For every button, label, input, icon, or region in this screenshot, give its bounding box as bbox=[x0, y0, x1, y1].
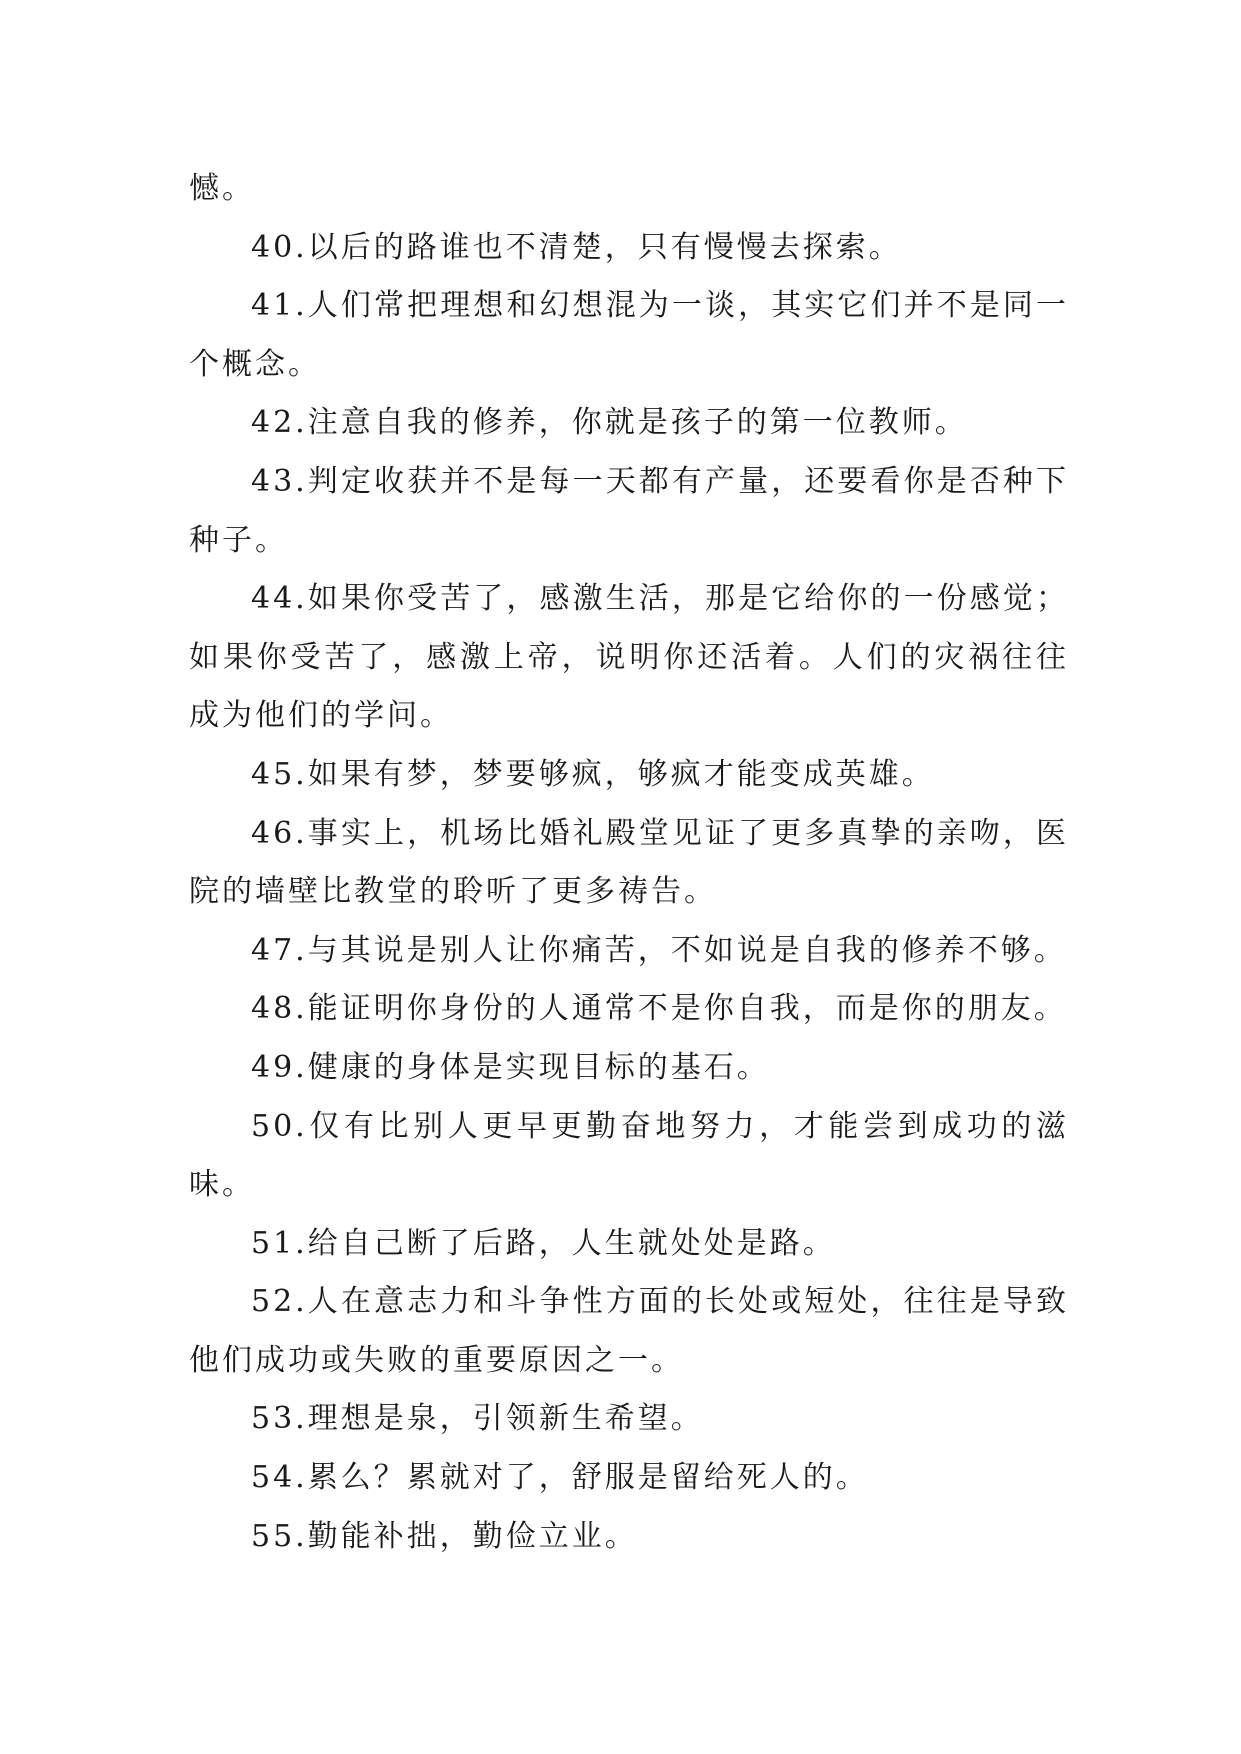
paragraph-46: 46.事实上，机场比婚礼殿堂见证了更多真挚的亲吻，医院的墙壁比教堂的聆听了更多祷告。 bbox=[189, 815, 1069, 910]
paragraph-50: 50.仅有比别人更早更勤奋地努力，才能尝到成功的滋味。 bbox=[189, 1108, 1069, 1203]
paragraph-52: 52.人在意志力和斗争性方面的长处或短处，往往是导致他们成功或失败的重要原因之一。 bbox=[189, 1284, 1069, 1378]
paragraph-48: 48.能证明你身份的人通常不是你自我，而是你的朋友。 bbox=[251, 991, 1067, 1027]
paragraph-44: 44.如果你受苦了，感激生活，那是它给你的一份感觉；如果你受苦了，感激上帝，说明你还活着。人们的灾祸往往成为他们的学问。 bbox=[189, 581, 1069, 734]
paragraph-49: 49.健康的身体是实现目标的基石。 bbox=[251, 1049, 770, 1085]
paragraph-42: 42.注意自我的修养，你就是孩子的第一位教师。 bbox=[251, 405, 968, 441]
paragraph-53: 53.理想是泉，引领新生希望。 bbox=[251, 1401, 704, 1437]
paragraph-continuation: 憾。 bbox=[189, 171, 255, 206]
paragraph-41: 41.人们常把理想和幻想混为一谈，其实它们并不是同一个概念。 bbox=[189, 288, 1069, 382]
document-body bbox=[189, 160, 1069, 1566]
paragraph-47: 47.与其说是别人让你痛苦，不如说是自我的修养不够。 bbox=[251, 932, 1067, 968]
paragraph-40: 40.以后的路谁也不清楚，只有慢慢去探索。 bbox=[251, 229, 902, 265]
paragraph-54: 54.累么？累就对了，舒服是留给死人的。 bbox=[251, 1460, 869, 1496]
paragraph-51: 51.给自己断了后路，人生就处处是路。 bbox=[251, 1225, 836, 1261]
paragraph-55: 55.勤能补拙，勤俭立业。 bbox=[251, 1518, 638, 1554]
paragraph-43: 43.判定收获并不是每一天都有产量，还要看你是否种下种子。 bbox=[189, 463, 1069, 558]
paragraph-45: 45.如果有梦，梦要够疯，够疯才能变成英雄。 bbox=[251, 756, 935, 792]
